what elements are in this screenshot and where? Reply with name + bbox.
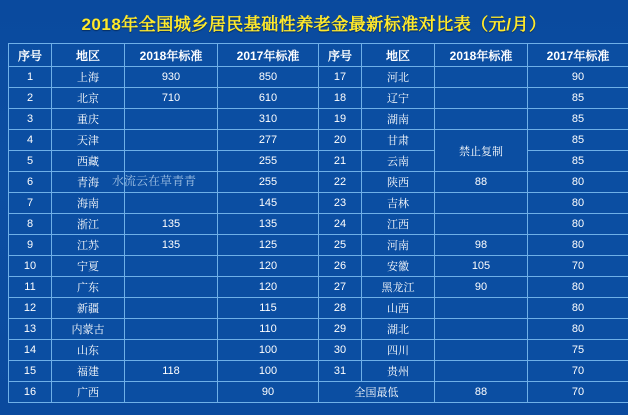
cell-2018	[125, 109, 218, 130]
table-header	[9, 44, 628, 67]
cell-index: 4	[9, 130, 52, 151]
cell-region: 河北	[362, 67, 435, 88]
cell-region: 山西	[362, 298, 435, 319]
table-row	[9, 277, 628, 298]
cell-index: 14	[9, 340, 52, 361]
cell-index: 7	[9, 193, 52, 214]
cell-2017: 75	[528, 340, 628, 361]
cell-2018	[125, 319, 218, 340]
cell-index: 29	[319, 319, 362, 340]
cell-2018	[125, 172, 218, 193]
cell-nationwide-min-2018: 88	[435, 382, 528, 403]
cell-index: 25	[319, 235, 362, 256]
cell-2018	[125, 340, 218, 361]
cell-index: 28	[319, 298, 362, 319]
cell-region: 贵州	[362, 361, 435, 382]
column-header-index-right: 序号	[319, 44, 362, 67]
cell-index: 1	[9, 67, 52, 88]
cell-region: 内蒙古	[52, 319, 125, 340]
cell-2017: 125	[218, 235, 319, 256]
cell-2017: 255	[218, 172, 319, 193]
cell-region: 甘肃	[362, 130, 435, 151]
cell-index: 9	[9, 235, 52, 256]
cell-2017: 277	[218, 130, 319, 151]
table-row	[9, 235, 628, 256]
table-row	[9, 172, 628, 193]
cell-2018	[125, 193, 218, 214]
cell-region: 上海	[52, 67, 125, 88]
cell-2017: 610	[218, 88, 319, 109]
cell-index: 2	[9, 88, 52, 109]
cell-2018	[125, 382, 218, 403]
table-row	[9, 319, 628, 340]
watermark-text: 水流云在草青青	[112, 174, 197, 188]
cell-2017: 120	[218, 256, 319, 277]
table-row	[9, 256, 628, 277]
cell-index: 27	[319, 277, 362, 298]
cell-region: 重庆	[52, 109, 125, 130]
cell-2017: 85	[528, 151, 628, 172]
cell-2017: 80	[528, 214, 628, 235]
table-row	[9, 151, 628, 172]
table-row	[9, 361, 628, 382]
cell-2017: 70	[528, 256, 628, 277]
cell-region: 吉林	[362, 193, 435, 214]
column-header-region-left: 地区	[52, 44, 125, 67]
cell-index: 11	[9, 277, 52, 298]
table-header-row	[9, 44, 628, 67]
cell-2018	[435, 340, 528, 361]
cell-2017: 135	[218, 214, 319, 235]
cell-region: 福建	[52, 361, 125, 382]
cell-region: 云南	[362, 151, 435, 172]
cell-2018	[435, 88, 528, 109]
cell-2017: 80	[528, 319, 628, 340]
cell-forbid-copy: 禁止复制	[435, 130, 528, 172]
table-row	[9, 88, 628, 109]
cell-2018: 135	[125, 214, 218, 235]
cell-index: 17	[319, 67, 362, 88]
cell-2018	[435, 67, 528, 88]
cell-region: 江苏	[52, 235, 125, 256]
cell-index: 31	[319, 361, 362, 382]
cell-index: 18	[319, 88, 362, 109]
cell-index: 13	[9, 319, 52, 340]
cell-2017: 70	[528, 361, 628, 382]
table-row	[9, 298, 628, 319]
cell-2017: 80	[528, 172, 628, 193]
cell-nationwide-min-label: 全国最低	[319, 382, 435, 403]
table-row	[9, 67, 628, 88]
cell-region: 天津	[52, 130, 125, 151]
cell-index: 10	[9, 256, 52, 277]
cell-index: 26	[319, 256, 362, 277]
cell-2017: 850	[218, 67, 319, 88]
cell-2018	[125, 151, 218, 172]
cell-index: 3	[9, 109, 52, 130]
cell-index: 22	[319, 172, 362, 193]
cell-2018: 135	[125, 235, 218, 256]
cell-2018: 98	[435, 235, 528, 256]
cell-index: 23	[319, 193, 362, 214]
cell-region: 广西	[52, 382, 125, 403]
cell-index: 20	[319, 130, 362, 151]
cell-region: 陕西	[362, 172, 435, 193]
cell-index: 24	[319, 214, 362, 235]
cell-2018	[125, 298, 218, 319]
column-header-index-left: 序号	[9, 44, 52, 67]
cell-2017: 310	[218, 109, 319, 130]
table-row	[9, 340, 628, 361]
cell-index: 8	[9, 214, 52, 235]
cell-index: 21	[319, 151, 362, 172]
cell-region: 辽宁	[362, 88, 435, 109]
pension-comparison-table	[8, 43, 628, 403]
cell-2017: 80	[528, 193, 628, 214]
cell-2017: 85	[528, 88, 628, 109]
cell-2018: 90	[435, 277, 528, 298]
cell-2017: 100	[218, 361, 319, 382]
cell-2017: 85	[528, 130, 628, 151]
cell-index: 6	[9, 172, 52, 193]
cell-2018: 930	[125, 67, 218, 88]
cell-region: 山东	[52, 340, 125, 361]
column-header-2018-right: 2018年标准	[435, 44, 528, 67]
cell-2017: 90	[528, 67, 628, 88]
cell-index: 15	[9, 361, 52, 382]
table-row	[9, 193, 628, 214]
cell-2017: 85	[528, 109, 628, 130]
cell-2018	[435, 109, 528, 130]
cell-2017: 120	[218, 277, 319, 298]
table-row	[9, 109, 628, 130]
cell-2018	[125, 130, 218, 151]
cell-2018	[435, 214, 528, 235]
cell-2018	[435, 319, 528, 340]
column-header-2017-left: 2017年标准	[218, 44, 319, 67]
cell-2017: 115	[218, 298, 319, 319]
cell-region: 江西	[362, 214, 435, 235]
cell-region: 黑龙江	[362, 277, 435, 298]
cell-region: 海南	[52, 193, 125, 214]
column-header-region-right: 地区	[362, 44, 435, 67]
cell-2017: 80	[528, 277, 628, 298]
cell-region: 广东	[52, 277, 125, 298]
cell-region: 西藏	[52, 151, 125, 172]
cell-2017: 145	[218, 193, 319, 214]
table-body	[9, 67, 628, 403]
cell-2018	[435, 361, 528, 382]
page-title: 2018年全国城乡居民基础性养老金最新标准对比表（元/月）	[81, 15, 547, 34]
cell-index: 12	[9, 298, 52, 319]
cell-index: 19	[319, 109, 362, 130]
cell-2018	[435, 193, 528, 214]
cell-2017: 80	[528, 235, 628, 256]
cell-region: 安徽	[362, 256, 435, 277]
cell-region: 新疆	[52, 298, 125, 319]
cell-2018: 105	[435, 256, 528, 277]
cell-2018: 88	[435, 172, 528, 193]
cell-nationwide-min-2017: 70	[528, 382, 628, 403]
cell-2017: 90	[218, 382, 319, 403]
cell-2017: 100	[218, 340, 319, 361]
cell-region: 四川	[362, 340, 435, 361]
cell-region: 青海	[52, 172, 125, 193]
cell-2017: 110	[218, 319, 319, 340]
cell-index: 16	[9, 382, 52, 403]
cell-2018	[125, 277, 218, 298]
cell-index: 30	[319, 340, 362, 361]
table-row	[9, 214, 628, 235]
cell-region: 湖北	[362, 319, 435, 340]
cell-region: 河南	[362, 235, 435, 256]
cell-2018: 710	[125, 88, 218, 109]
cell-2018	[435, 298, 528, 319]
column-header-2017-right: 2017年标准	[528, 44, 628, 67]
table-row-nationwide-min	[9, 382, 628, 403]
cell-region: 湖南	[362, 109, 435, 130]
cell-2018: 118	[125, 361, 218, 382]
cell-2018	[125, 256, 218, 277]
cell-region: 北京	[52, 88, 125, 109]
cell-2017: 80	[528, 298, 628, 319]
cell-region: 浙江	[52, 214, 125, 235]
cell-index: 5	[9, 151, 52, 172]
cell-2017: 255	[218, 151, 319, 172]
cell-region: 宁夏	[52, 256, 125, 277]
column-header-2018-left: 2018年标准	[125, 44, 218, 67]
table-row	[9, 130, 628, 151]
